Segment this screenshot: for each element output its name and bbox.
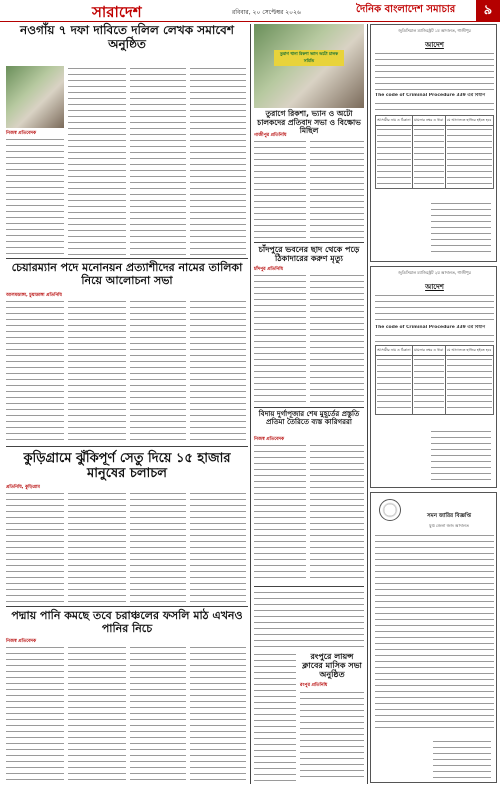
article-6-body bbox=[254, 273, 306, 405]
article-2-body-col4 bbox=[190, 299, 246, 441]
article-8-headline: রংপুরে লায়ন্স ক্লাবের মাসিক সভা অনুষ্ঠিত bbox=[302, 652, 362, 680]
column-separator bbox=[250, 24, 251, 784]
article-1-byline: নিজস্ব প্রতিবেদক bbox=[6, 131, 37, 136]
article-1-body bbox=[6, 137, 64, 255]
notice-2-body bbox=[375, 293, 494, 323]
article-2-body-col3 bbox=[130, 299, 186, 441]
notice-3-title: সমন জারির বিজ্ঞপ্তি bbox=[427, 513, 471, 519]
article-1-body-col4 bbox=[190, 66, 246, 256]
notice-3-signature-block bbox=[433, 739, 491, 779]
article-6-byline: চাঁদপুর প্রতিনিধি bbox=[254, 267, 283, 272]
article-7-headline: বিদায় দুর্গাপূজার শেষ মুহূর্তের প্রস্তুতি প্রতিমা তৈরিতে ব্যস্ত কারিগররা bbox=[258, 410, 360, 427]
column-separator bbox=[367, 24, 368, 784]
article-2-byline: আলমডাঙ্গা, চুয়াডাঙ্গা প্রতিনিধি bbox=[6, 293, 62, 298]
notice-2-title: আদেশ bbox=[425, 283, 444, 291]
legal-notice-1 bbox=[370, 24, 497, 262]
article-4-body-col2 bbox=[68, 645, 126, 783]
divider bbox=[254, 586, 364, 587]
notice-2-body-2 bbox=[375, 333, 494, 343]
article-3-body bbox=[6, 491, 64, 603]
notice-1-col-header: মামলার নম্বর ও ধারা bbox=[413, 116, 446, 126]
article-3-body-col2 bbox=[68, 491, 126, 603]
publication-date: রবিবার, ২০ সেপ্টেম্বর ২০২৬ bbox=[232, 9, 301, 16]
divider bbox=[254, 407, 364, 408]
divider bbox=[6, 606, 248, 607]
legal-notice-2 bbox=[370, 266, 497, 488]
article-7-body bbox=[254, 443, 306, 583]
article-8-byline: রংপুর প্রতিনিধি bbox=[300, 683, 328, 688]
notice-3-body bbox=[375, 533, 494, 733]
notice-2-signature-block bbox=[431, 429, 491, 483]
article-2-body bbox=[6, 299, 64, 441]
notice-1-title: আদেশ bbox=[425, 41, 444, 49]
photo-banner: তুরাগ থানা রিকশা ভ্যান অটো চালক সমিতি bbox=[274, 50, 344, 66]
article-3-body-col4 bbox=[190, 491, 246, 603]
notice-3-court: যুগ্ম জেলা জজ আদালত bbox=[429, 523, 469, 528]
page-number: ৯ bbox=[476, 0, 500, 22]
notice-2-col-header: মামলার নম্বর ও ধারা bbox=[413, 346, 446, 356]
article-2-headline: চেয়ারম্যান পদে মনোনয়ন প্রত্যাশীদের নামের তালিকা নিয়ে আলোচনা সভা bbox=[11, 261, 243, 287]
article-6-body-col2 bbox=[310, 273, 364, 405]
divider bbox=[6, 258, 248, 259]
article-7-body-col2 bbox=[310, 443, 364, 583]
article-4-body bbox=[6, 645, 64, 783]
article-3-body-col3 bbox=[130, 491, 186, 603]
article-4-headline: পদ্মায় পানি কমছে তবে চরাঞ্চলের ফসলি মাঠ এখনও পানির নিচে bbox=[11, 609, 243, 635]
article-1-body-col3 bbox=[130, 66, 186, 256]
notice-1-law: The code of Criminal Procedure 339 এর বিধান bbox=[375, 93, 486, 98]
article-5-byline: গাজীপুর প্রতিনিধি bbox=[254, 133, 287, 138]
notice-2-law: The code of Criminal Procedure 339 এর বিধান bbox=[375, 325, 486, 330]
section-title: সারাদেশ bbox=[92, 3, 142, 21]
article-6-headline: চাঁদপুরে ভবনের ছাদ থেকে পড়ে ঠিকাদারের করুণ মৃত্যু bbox=[258, 245, 360, 264]
notice-1-col-header: যে আদালতে হাজির হইতে হবে bbox=[445, 116, 493, 126]
notice-1-body bbox=[375, 51, 494, 91]
article-1-body-col2 bbox=[68, 66, 126, 256]
legal-notice-3 bbox=[370, 492, 497, 783]
article-8-body bbox=[254, 652, 296, 782]
article-4-body-col4 bbox=[190, 645, 246, 783]
government-seal bbox=[379, 499, 401, 521]
masthead-logo: দৈনিক বাংলাদেশ সমাচার bbox=[356, 4, 456, 15]
article-5-photo bbox=[254, 24, 364, 108]
article-5-body-col2 bbox=[310, 139, 364, 239]
article-8-intro bbox=[254, 590, 364, 648]
article-1-photo bbox=[6, 66, 64, 128]
article-2-body-col2 bbox=[68, 299, 126, 441]
notice-1-court: জুডিসিয়াল ম্যাজিস্ট্রেট ১ম আদালত, গাজীপুর bbox=[398, 28, 471, 33]
notice-1-body-2 bbox=[375, 101, 494, 113]
article-7-byline: নিজস্ব প্রতিবেদক bbox=[254, 437, 285, 442]
article-8-body-col2 bbox=[300, 690, 364, 782]
article-4-body-col3 bbox=[130, 645, 186, 783]
notice-2-table bbox=[375, 345, 494, 415]
article-5-body bbox=[254, 139, 306, 239]
article-3-byline: প্রতিনিধি, কুড়িগ্রাম bbox=[6, 485, 40, 490]
article-1-headline: নওগাঁয় ৭ দফা দাবিতে দলিল লেখক সমাবেশ অনুষ্ঠিত bbox=[20, 23, 234, 51]
notice-1-table bbox=[375, 115, 494, 189]
divider bbox=[6, 446, 248, 447]
article-3-headline: কুড়িগ্রামে ঝুঁকিপূর্ণ সেতু দিয়ে ১৫ হাজার মানুষের চলাচল bbox=[23, 451, 231, 481]
notice-1-col-header: আসামীর নাম ও ঠিকানা bbox=[376, 116, 413, 126]
notice-2-col-header: আসামীর নাম ও ঠিকানা bbox=[376, 346, 413, 356]
notice-2-court: জুডিসিয়াল ম্যাজিস্ট্রেট ২য় আদালত, গাজীপুর bbox=[398, 270, 471, 275]
article-5-headline: তুরাগে রিকশা, ভ্যান ও অটো চালকদের প্রতিবাদ সভা ও বিক্ষোভ মিছিল bbox=[257, 109, 361, 136]
notice-1-signature-block bbox=[431, 201, 491, 257]
divider bbox=[254, 242, 364, 243]
notice-2-col-header: যে আদালতে হাজির হইতে হবে bbox=[445, 346, 493, 356]
article-4-byline: নিজস্ব প্রতিবেদক bbox=[6, 639, 37, 644]
